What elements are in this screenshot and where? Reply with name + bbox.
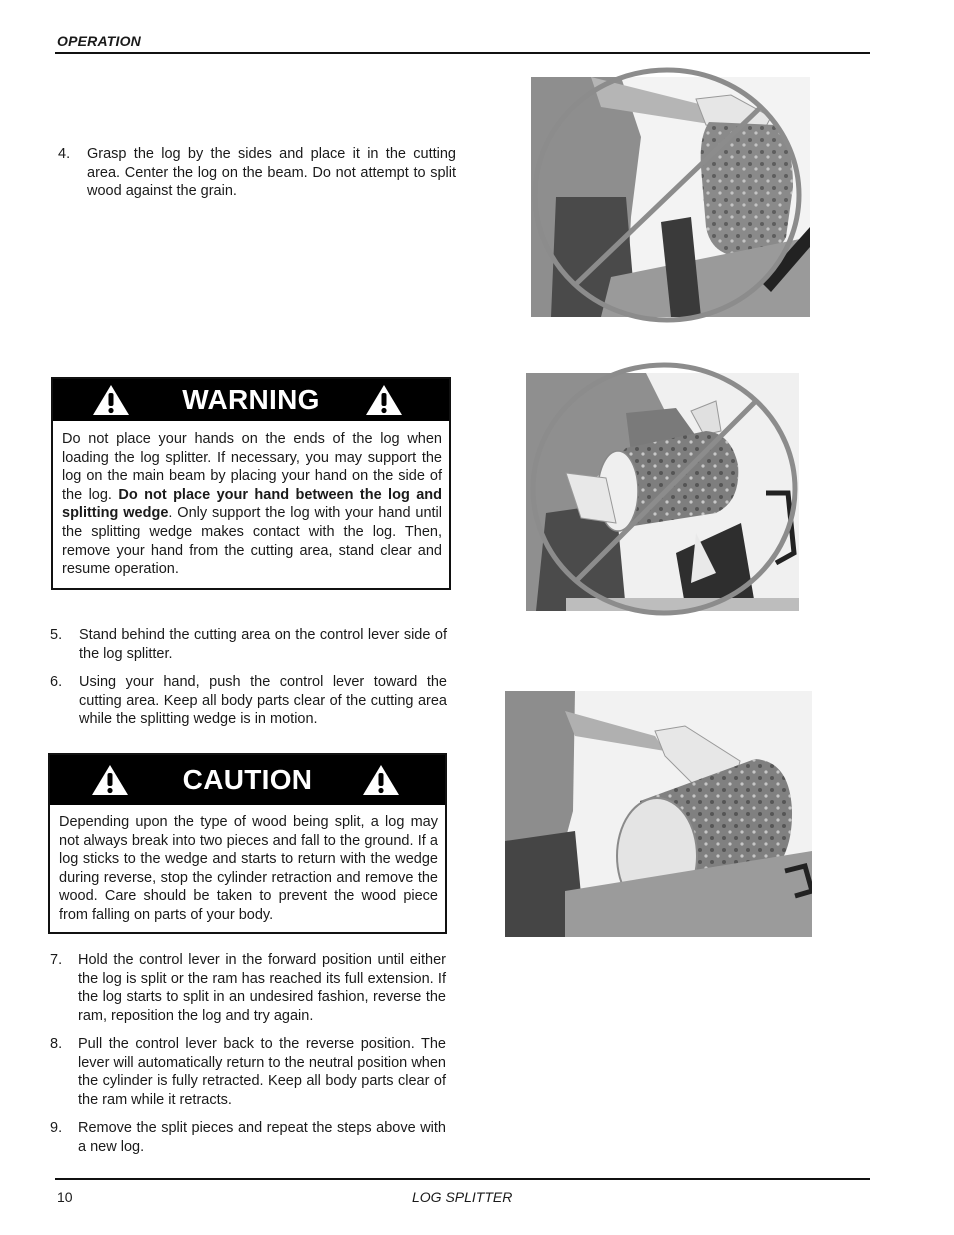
warning-triangle-icon [91,383,131,417]
warning-triangle-icon [90,763,130,797]
warning-header [53,379,449,421]
prohibition-circle-icon [529,67,805,327]
warning-title: WARNING [182,384,320,415]
step-text: Stand behind the cutting area on the control lever side of the log splitter. [79,627,447,662]
list-item [58,145,456,201]
section-title: OPERATION [57,33,141,49]
step-number: 9. [50,1120,63,1136]
caution-box [48,753,447,934]
step-number: 7. [50,952,63,968]
step-number: 4. [58,146,71,162]
log-photo-illustration [505,691,812,937]
step-text: Using your hand, push the control lever toward the cutting area. Keep all body parts clear of the cutting area while the splitting wedge is in motion. [79,674,447,728]
list-item [50,951,446,1025]
step-number: 6. [50,674,63,690]
warning-text: Do not place your hands on the ends of the log when loading the log splitter. If necessary, you may support the log on the main beam by placing your hand on the side of the log. Do not place your hand between the log and splitting wedge. Only support the log with your hand until the splitting wedge makes contact with the log. Then, remove your hand from the cutting area, stand clear and resume operation. [62,431,443,578]
header-rule [55,52,870,54]
footer-rule [55,1178,870,1180]
prohibition-circle-icon [528,361,800,619]
step-text: Grasp the log by the sides and place it in the cutting area. Center the log on the beam. Do not attempt to split wood against the grain. [87,146,456,200]
caution-title: CAUTION [182,764,313,795]
step-text: Hold the control lever in the forward position until either the log is split or the ram has reached its full extension. If the log starts to split in an undesired fashion, reverse the ram, reposition the log and try again. [78,952,446,1024]
list-item [50,626,447,663]
caution-text: Depending upon the type of wood being split, a log may not always break into two pieces and fall to the ground. If a log sticks to the wedge and starts to return with the wedge during reverse, stop the cylinder retraction and remove the wood. Care should be taken to prevent the wood piece from falling on parts of your body. [59,814,438,923]
step-number: 5. [50,627,63,643]
list-item [50,1035,446,1109]
list-item [50,1119,446,1156]
warning-box [51,377,451,590]
caution-header [50,755,445,805]
photo-correct-side-grip [505,691,812,937]
footer-product-name: LOG SPLITTER [412,1189,513,1205]
warning-bold-text: Do not place your hand between the log and splitting wedge [62,486,442,522]
step-number: 8. [50,1036,63,1052]
page-number: 10 [57,1189,73,1205]
warning-triangle-icon [361,763,401,797]
step-text: Pull the control lever back to the reverse position. The lever will automatically return to the neutral position when the cylinder is fully retracted. Keep all body parts clear of the ram while it retracts. [78,1036,446,1108]
warning-triangle-icon [364,383,404,417]
step-text: Remove the split pieces and repeat the steps above with a new log. [78,1120,446,1155]
list-item [50,673,447,729]
